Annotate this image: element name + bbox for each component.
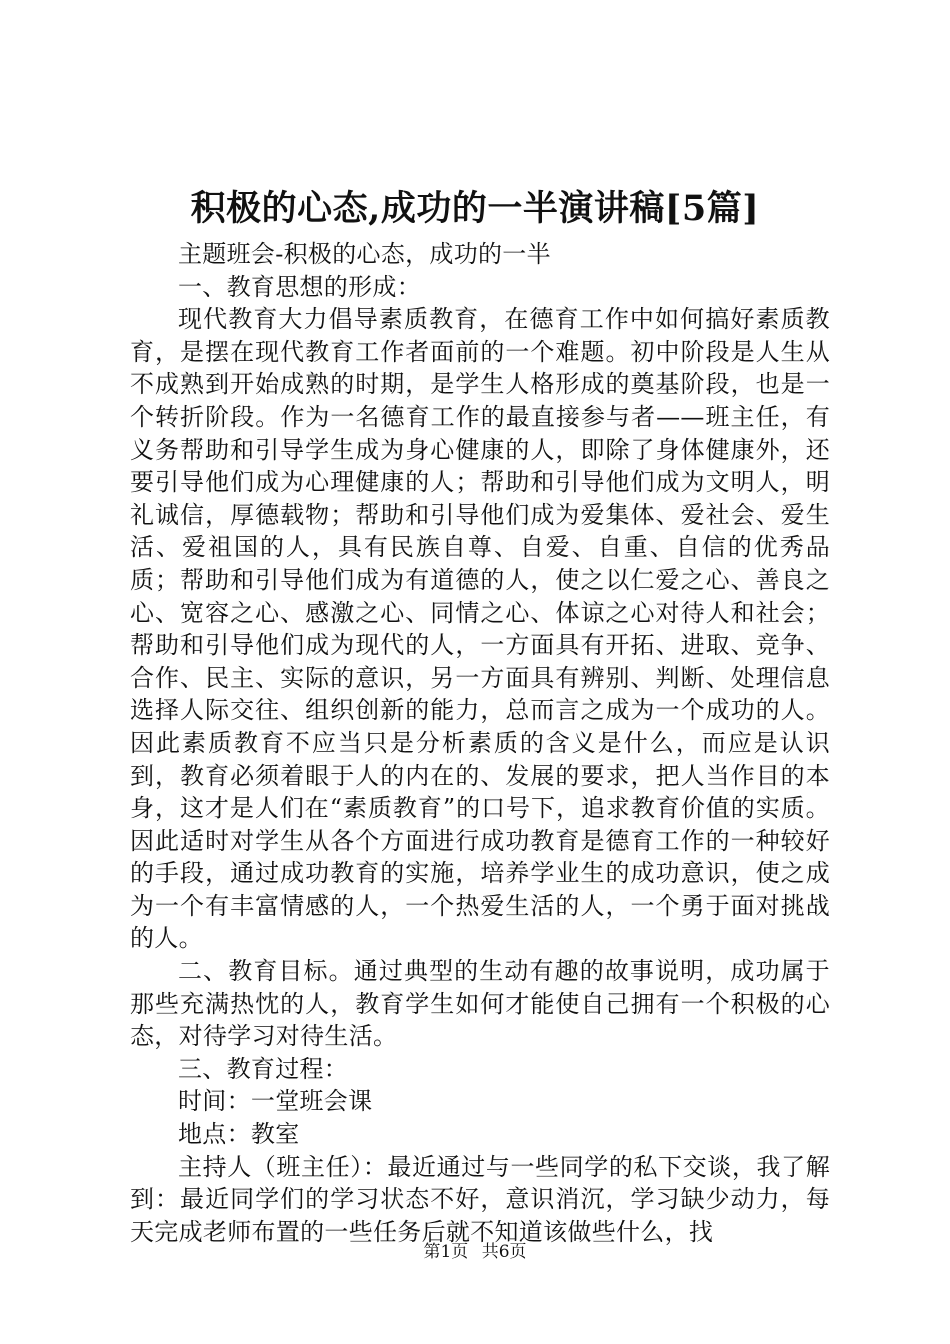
document-body — [130, 238, 830, 1248]
page-footer — [0, 1240, 950, 1264]
paragraph-time: 时间：一堂班会课 — [178, 1087, 373, 1116]
paragraph-place: 地点：教室 — [178, 1120, 300, 1149]
paragraph-host: 主持人（班主任）：最近通过与一些同学的私下交谈，我了解到：最近同学们的学习状态不好，意识消沉，学习缺少动力，每天完成老师布置的一些任务后就不知道该做些什么，找 — [130, 1152, 830, 1246]
document-title: 积极的心态,成功的一半演讲稿[5篇] — [190, 188, 760, 229]
paragraph-heading-3: 三、教育过程： — [178, 1054, 349, 1083]
paragraph-education-thought: 现代教育大力倡导素质教育，在德育工作中如何搞好素质教育，是摆在现代教育工作者面前的一个难题。初中阶段是人生从不成熟到开始成熟的时期，是学生人格形成的奠基阶段，也是一个转折阶段。作为一名德育工作的最直接参与者——班主任，有义务帮助和引导学生成为身心健康的人，即除了身体健康外，还要引导他们成为心理健康的人；帮助和引导他们成为文明人，明礼诚信，厚德载物；帮助和引导他们成为爱集体、爱社会、爱生活、爱祖国的人，具有民族自尊、自爱、自重、自信的优秀品质；帮助和引导他们成为有道德的人，使之以仁爱之心、善良之心、宽容之心、感激之心、同情之心、体谅之心对待人和社会；帮助和引导他们成为现代的人，一方面具有开拓、进取、竞争、合作、民主、实际的意识，另一方面具有辨别、判断、处理信息选择人际交往、组织创新的能力，总而言之成为一个成功的人。因此素质教育不应当只是分析素质的含义是什么，而应是认识到，教育必须着眼于人的内在的、发展的要求，把人当作目的本身，这才是人们在“素质教育”的口号下，追求教育价值的实质。因此适时对学生从各个方面进行成功教育是德育工作的一种较好的手段，通过成功教育的实施，培养学业生的成功意识，使之成为一个有丰富情感的人，一个热爱生活的人，一个勇于面对挑战的人。 — [130, 305, 830, 953]
paragraph-subject: 主题班会-积极的心态，成功的一半 — [178, 240, 551, 268]
paragraph-education-goal: 二、教育目标。通过典型的生动有趣的故事说明，成功属于那些充满热忱的人，教育学生如何才能使自己拥有一个积极的心态，对待学习对待生活。 — [130, 957, 830, 1051]
page-total: 共6页 — [481, 1242, 527, 1262]
page-number: 第1页 — [423, 1242, 469, 1262]
paragraph-heading-1: 一、教育思想的形成： — [178, 272, 421, 301]
